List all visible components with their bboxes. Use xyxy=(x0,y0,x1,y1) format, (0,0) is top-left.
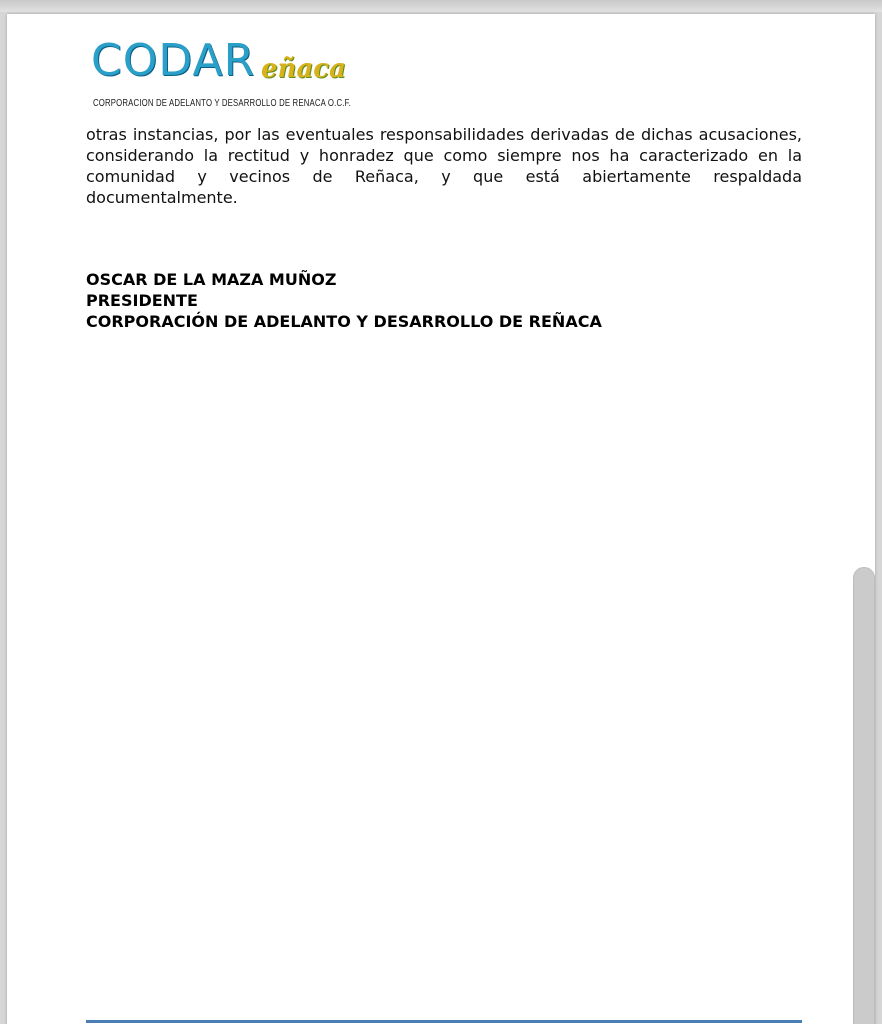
signatory-title: PRESIDENTE xyxy=(86,291,198,310)
logo-subtitle: CORPORACION DE ADELANTO Y DESARROLLO DE RENACA O.C.F. xyxy=(93,98,351,109)
signatory-organization: CORPORACIÓN DE ADELANTO Y DESARROLLO DE REÑACA xyxy=(86,312,602,331)
vertical-scrollbar-thumb[interactable] xyxy=(853,567,875,1024)
document-page xyxy=(7,14,875,1024)
codar-logo xyxy=(91,36,361,116)
logo-main-text: CODAR xyxy=(91,35,256,86)
signature-block xyxy=(86,269,802,332)
signatory-name: OSCAR DE LA MAZA MUÑOZ xyxy=(86,270,337,289)
viewer-top-edge xyxy=(0,0,882,12)
footer-rule xyxy=(86,1020,802,1023)
logo-script-text: eñaca xyxy=(261,54,346,84)
body-paragraph: otras instancias, por las eventuales responsabilidades derivadas de dichas acusaciones, considerando la rectitud y honradez que como siempre nos ha caracterizado en la comunidad y vecinos de Reñaca, y que está abiertamente respaldada documentalmente. xyxy=(86,125,802,207)
